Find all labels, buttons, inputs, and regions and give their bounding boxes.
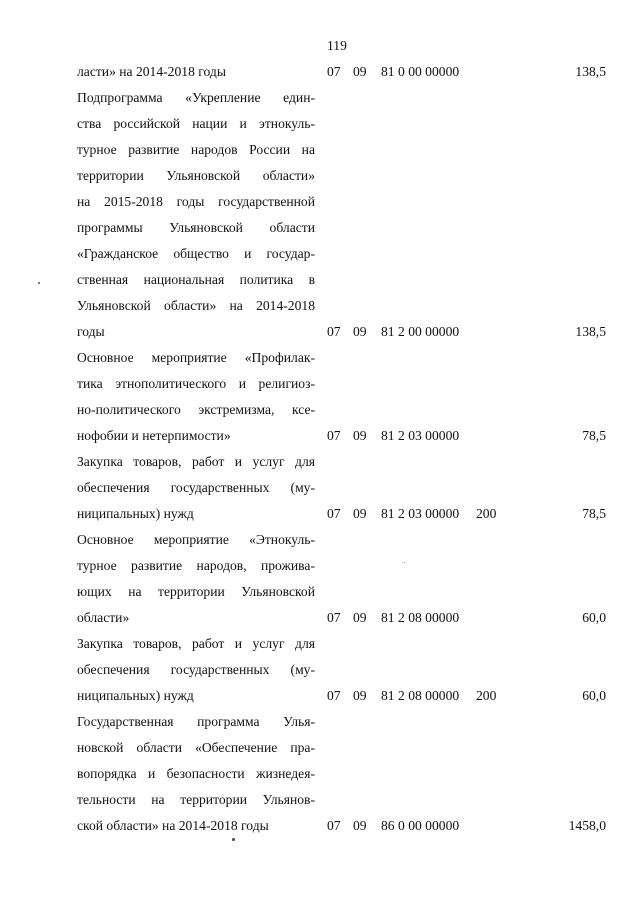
description-line: новской области «Обеспечение пра- [77,740,315,755]
description-line: турное развитие народов России на [77,142,315,157]
description-line: территории Ульяновской области» [77,168,315,183]
description-line: Государственная программа Улья- [77,714,315,729]
description-line: области» [77,610,130,625]
amount-value: 60,0 [582,688,606,703]
description-line: турное развитие народов, прожива- [77,558,315,573]
description-line: Подпрограмма «Укрепление един- [77,90,315,105]
amount-value: 138,5 [575,64,606,79]
row-description [77,85,315,345]
target-article-code: 81 2 08 00000 [381,610,460,625]
description-line: Закупка товаров, работ и услуг для [77,636,315,651]
amount-value: 138,5 [575,324,606,339]
section-code: 07 [327,324,341,339]
description-line: ласти» на 2014-2018 годы [77,64,226,79]
description-line: Основное мероприятие «Профилак- [77,350,315,365]
description-line: Ульяновской области» на 2014-2018 [77,298,315,313]
subsection-code: 09 [353,64,367,79]
scan-speck [232,838,235,841]
description-line: нофобии и нетерпимости» [77,428,231,443]
target-article-code: 81 2 03 00000 [381,506,460,521]
description-line: ющих на территории Ульяновской [77,584,315,599]
section-code: 07 [327,428,341,443]
row-description [77,59,315,85]
row-description [77,345,315,449]
description-line: ства российской нации и этнокуль- [77,116,315,131]
subsection-code: 09 [353,610,367,625]
section-code: 07 [327,506,341,521]
expense-type-code: 200 [476,688,497,703]
section-code: 07 [327,64,341,79]
target-article-code: 81 0 00 00000 [381,64,460,79]
amount-value: 78,5 [582,428,606,443]
subsection-code: 09 [353,428,367,443]
description-line: ственная национальная политика в [77,272,315,287]
description-line: ниципальных) нужд [77,506,194,521]
page-number: 119 [327,38,347,53]
subsection-code: 09 [353,818,367,833]
description-line: «Гражданское общество и государ- [77,246,315,261]
scan-speck [38,282,40,284]
section-code: 07 [327,818,341,833]
description-line: ниципальных) нужд [77,688,194,703]
amount-value: 1458,0 [568,818,606,833]
description-line: Основное мероприятие «Этнокуль- [77,532,315,547]
row-description [77,631,315,709]
subsection-code: 09 [353,688,367,703]
description-line: обеспечения государственных (му- [77,662,315,677]
section-code: 07 [327,610,341,625]
description-line: но-политического экстремизма, ксе- [77,402,315,417]
target-article-code: 81 2 08 00000 [381,688,460,703]
subsection-code: 09 [353,324,367,339]
description-line: обеспечения государственных (му- [77,480,315,495]
target-article-code: 81 2 03 00000 [381,428,460,443]
description-line: вопорядка и безопасности жизнедея- [77,766,315,781]
description-line: тельности на территории Ульянов- [77,792,315,807]
target-article-code: 81 2 00 00000 [381,324,460,339]
description-line: Закупка товаров, работ и услуг для [77,454,315,469]
row-description [77,709,315,839]
expense-type-code: 200 [476,506,497,521]
row-description [77,449,315,527]
description-line: программы Ульяновской области [77,220,315,235]
description-line: годы [77,324,105,339]
description-line: ской области» на 2014-2018 годы [77,818,269,833]
section-code: 07 [327,688,341,703]
amount-value: 78,5 [582,506,606,521]
scan-speck [404,562,405,563]
description-line: на 2015-2018 годы государственной [77,194,315,209]
target-article-code: 86 0 00 00000 [381,818,460,833]
row-description [77,527,315,631]
amount-value: 60,0 [582,610,606,625]
subsection-code: 09 [353,506,367,521]
description-line: тика этнополитического и религиоз- [77,376,315,391]
